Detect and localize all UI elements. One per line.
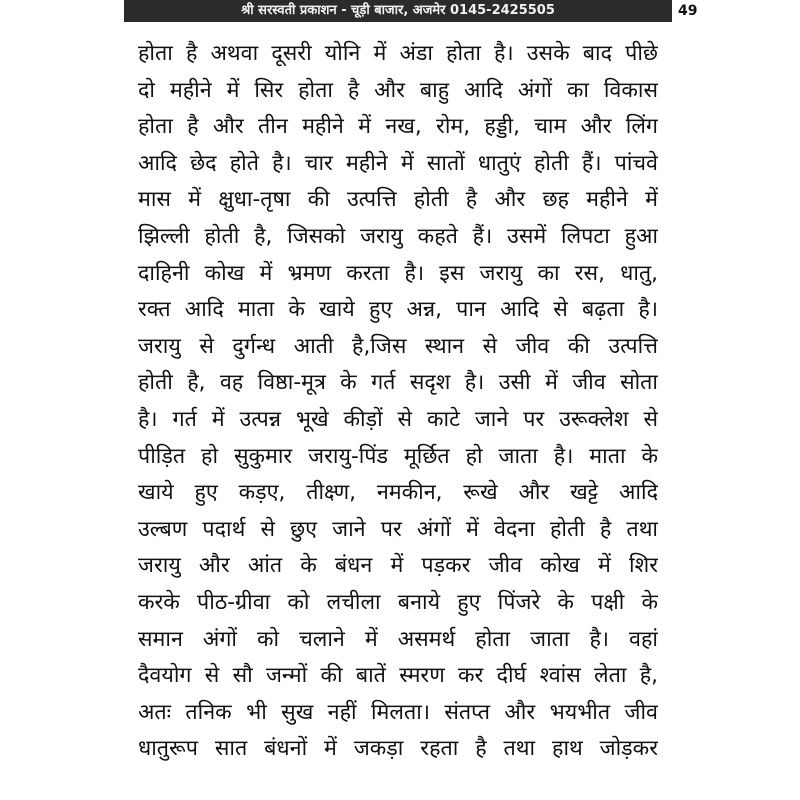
text-line: उल्बण पदार्थ से छुए जाने पर अंगों में वेदना होती है तथा <box>138 516 658 542</box>
text-line: दैवयोग से सौ जन्मों की बातें स्मरण कर दीर्घ श्वांस लेता है, <box>138 663 658 689</box>
publisher-line: श्री सरस्वती प्रकाशन - चूड़ी बाजार, अजमेर 0145-2425505 <box>241 3 555 18</box>
text-line: झिल्ली होती है, जिसको जरायु कहते हैं। उसमें लिपटा हुआ <box>138 223 658 249</box>
text-line: पीड़ित हो सुकुमार जरायु-पिंड मूर्छित हो जाता है। माता के <box>138 443 658 469</box>
text-line: मास में क्षुधा-तृषा की उत्पत्ति होती है और छह महीने में <box>138 187 658 213</box>
text-line: धातुरूप सात बंधनों में जकड़ा रहता है तथा हाथ जोड़कर <box>138 736 658 762</box>
text-line: जरायु से दुर्गन्ध आती है,जिस स्थान से जीव की उत्पत्ति <box>138 333 658 359</box>
text-line: समान अंगों को चलाने में असमर्थ होता जाता है। वहां <box>138 626 658 652</box>
text-line: होती है, वह विष्ठा-मूत्र के गर्त सदृश है। उसी में जीव सोता <box>138 370 658 396</box>
text-line: जरायु और आंत के बंधन में पड़कर जीव कोख में शिर <box>138 553 658 579</box>
text-line: आदि छेद होते है। चार महीने में सातों धातुएं होती हैं। पांचवे <box>138 150 658 176</box>
text-line: करके पीठ-ग्रीवा को लचीला बनाये हुए पिंजरे के पक्षी के <box>138 589 658 615</box>
text-line: है। गर्त में उत्पन्न भूखे कीड़ों से काटे जाने पर उरूक्लेश से <box>138 406 658 432</box>
text-line: रक्त आदि माता के खाये हुए अन्न, पान आदि से बढ़ता है। <box>138 297 658 323</box>
header-band <box>124 0 672 22</box>
running-header <box>0 0 800 24</box>
page-number: 49 <box>678 3 698 19</box>
text-line: होता है अथवा दूसरी योनि में अंडा होता है। उसके बाद पीछे <box>138 41 658 66</box>
text-line: खाये हुए कड़ए, तीक्ष्ण, नमकीन, रूखे और खट्टे आदि <box>138 480 658 506</box>
text-line: अतः तनिक भी सुख नहीं मिलता। संतप्त और भयभीत जीव <box>138 699 658 725</box>
text-line: होता है और तीन महीने में नख, रोम, हड्डी, चाम और लिंग <box>138 114 658 140</box>
body-text <box>138 36 658 768</box>
text-line: दाहिनी कोख में भ्रमण करता है। इस जरायु का रस, धातु, <box>138 260 658 286</box>
text-line: दो महीने में सिर होता है और बाहु आदि अंगों का विकास <box>138 77 658 103</box>
